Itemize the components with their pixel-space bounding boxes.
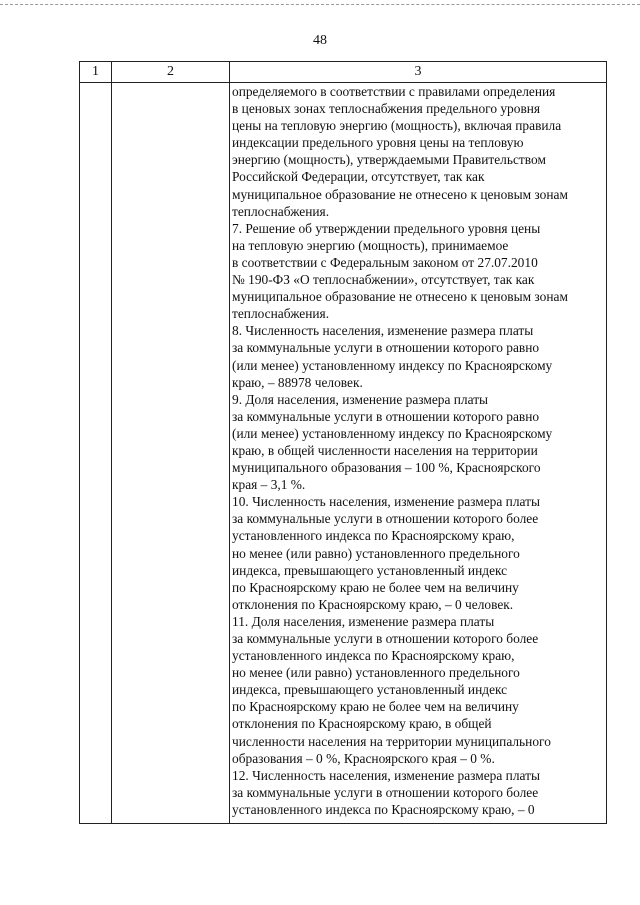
column-header-1: 1 bbox=[92, 64, 99, 79]
text-line: цены на тепловую энергию (мощность), включая правила bbox=[232, 118, 562, 134]
text-line: края – 3,1 %. bbox=[232, 477, 306, 493]
text-line: в ценовых зонах теплоснабжения предельного уровня bbox=[232, 101, 541, 117]
column-divider-2 bbox=[229, 62, 230, 823]
text-line: Российской Федерации, отсутствует, так как bbox=[232, 169, 485, 185]
text-line: образования – 0 %, Красноярского края – 0 %. bbox=[232, 750, 495, 766]
text-line: за коммунальные услуги в отношении которого более bbox=[232, 784, 539, 800]
text-line: установленного индекса по Красноярскому краю, bbox=[232, 648, 515, 664]
text-line: на тепловую энергию (мощность), принимаемое bbox=[232, 237, 509, 253]
text-line: краю, в общей численности населения на территории bbox=[232, 442, 538, 458]
text-line: в соответствии с Федеральным законом от 27.07.2010 bbox=[232, 254, 538, 270]
text-line: теплоснабжения. bbox=[232, 203, 330, 219]
text-line: но менее (или равно) установленного предельного bbox=[232, 665, 520, 681]
text-line: численности населения на территории муниципального bbox=[232, 733, 551, 749]
text-line: муниципальное образование не отнесено к ценовым зонам bbox=[232, 289, 568, 305]
text-line: (или менее) установленному индексу по Красноярскому bbox=[232, 357, 553, 373]
table-header-row bbox=[80, 62, 606, 83]
text-line: за коммунальные услуги в отношении которого равно bbox=[232, 408, 540, 424]
column-header-2: 2 bbox=[167, 64, 174, 79]
text-line: энергию (мощность), утверждаемыми Правительством bbox=[232, 152, 546, 168]
content-table bbox=[79, 61, 607, 824]
text-line: 9. Доля населения, изменение размера платы bbox=[232, 391, 489, 407]
text-line: 7. Решение об утверждении предельного уровня цены bbox=[232, 220, 541, 236]
text-line: индекса, превышающего установленный индекс bbox=[232, 682, 508, 698]
text-line: индекса, превышающего установленный индекс bbox=[232, 562, 508, 578]
text-line: краю, – 88978 человек. bbox=[232, 374, 363, 390]
text-line: за коммунальные услуги в отношении которого более bbox=[232, 511, 539, 527]
column-3-text bbox=[232, 83, 604, 818]
page-number: 48 bbox=[313, 33, 327, 48]
column-header-3: 3 bbox=[414, 64, 422, 79]
text-line: 11. Доля населения, изменение размера платы bbox=[232, 613, 495, 629]
text-line: 12. Численность населения, изменение размера платы bbox=[232, 767, 540, 783]
text-line: теплоснабжения. bbox=[232, 306, 330, 322]
text-line: определяемого в соответствии с правилами определения bbox=[232, 84, 556, 99]
text-line: установленного индекса по Красноярскому краю, – 0 bbox=[232, 801, 535, 817]
text-line: индексации предельного уровня цены на тепловую bbox=[232, 135, 524, 151]
text-line: № 190-ФЗ «О теплоснабжении», отсутствует, так как bbox=[232, 272, 535, 288]
text-line: но менее (или равно) установленного предельного bbox=[232, 545, 520, 561]
text-line: 8. Численность населения, изменение размера платы bbox=[232, 323, 534, 339]
text-line: по Красноярскому краю не более чем на величину bbox=[232, 579, 519, 595]
text-line: за коммунальные услуги в отношении которого равно bbox=[232, 340, 540, 356]
text-line: муниципального образования – 100 %, Красноярского bbox=[232, 460, 541, 476]
text-line: муниципальное образование не отнесено к ценовым зонам bbox=[232, 186, 568, 202]
text-line: (или менее) установленному индексу по Красноярскому bbox=[232, 425, 553, 441]
column-divider-1 bbox=[111, 62, 112, 823]
scan-edge-line bbox=[0, 4, 640, 5]
text-line: 10. Численность населения, изменение размера платы bbox=[232, 494, 540, 510]
text-line: за коммунальные услуги в отношении которого более bbox=[232, 631, 539, 646]
text-line: отклонения по Красноярскому краю, – 0 человек. bbox=[232, 596, 514, 612]
text-line: отклонения по Красноярскому краю, в общей bbox=[232, 716, 492, 732]
text-line: установленного индекса по Красноярскому краю, bbox=[232, 528, 515, 544]
text-line: по Красноярскому краю не более чем на величину bbox=[232, 699, 519, 715]
